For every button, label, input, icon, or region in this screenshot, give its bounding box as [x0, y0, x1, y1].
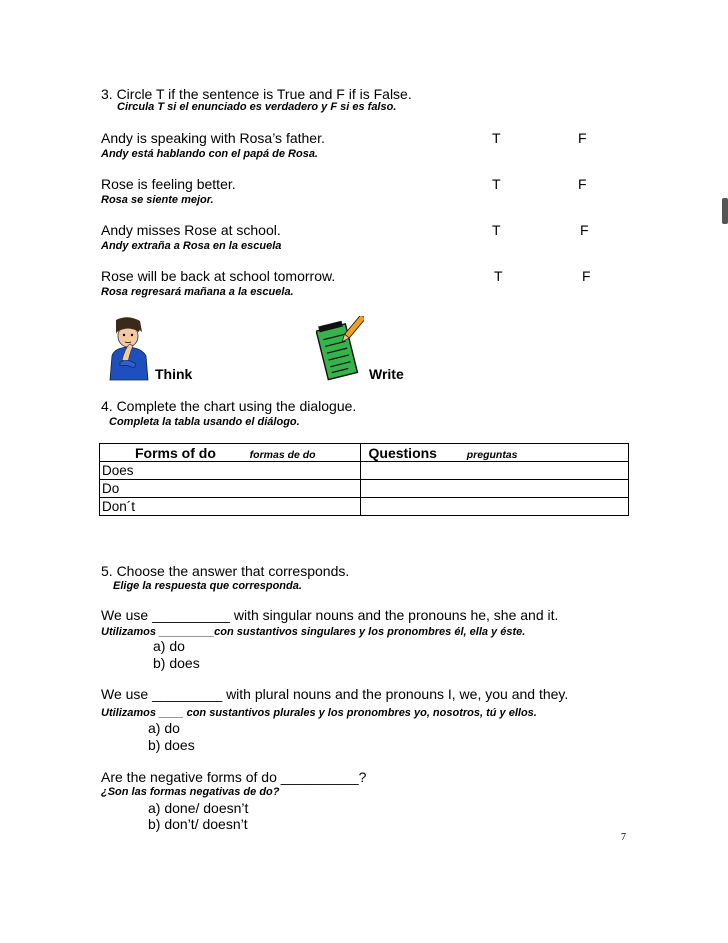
page-number: 7	[621, 832, 626, 843]
q3-item-2-false[interactable]: F	[578, 176, 587, 192]
q3-item-1-es: Andy está hablando con el papá de Rosa.	[101, 148, 318, 160]
q5-question-1-option-a[interactable]: a) do	[153, 638, 185, 654]
q3-item-4-es: Rosa regresará mañana a la escuela.	[101, 286, 294, 298]
table-cell-form: Do	[100, 480, 361, 498]
q4-title: 4. Complete the chart using the dialogue.	[101, 398, 357, 414]
table-cell-form: Does	[100, 462, 361, 480]
q5-question-2-en: We use _________ with plural nouns and the pronouns I, we, you and they.	[101, 686, 569, 702]
thinking-boy-icon	[106, 316, 152, 382]
q4-subtitle: Completa la tabla usando el diálogo.	[109, 416, 300, 428]
q5-question-3-option-a[interactable]: a) done/ doesn’t	[148, 800, 249, 816]
q5-question-1-en: We use __________ with singular nouns and the pronouns he, she and it.	[101, 607, 559, 623]
col-forms-es-label: formas de do	[249, 448, 316, 461]
table-row	[100, 498, 629, 516]
q3-item-2-es: Rosa se siente mejor.	[101, 194, 214, 206]
table-header-row	[100, 444, 629, 462]
q3-item-1-false[interactable]: F	[578, 130, 587, 146]
q3-item-3-true[interactable]: T	[492, 222, 501, 238]
table-cell-question[interactable]	[360, 462, 629, 480]
q5-title: 5. Choose the answer that corresponds.	[101, 563, 350, 579]
q3-subtitle: Circula T si el enunciado es verdadero y F si es falso.	[117, 101, 397, 113]
q5-question-3-en: Are the negative forms of do __________?	[101, 769, 367, 785]
table-cell-form: Don´t	[100, 498, 361, 516]
q3-item-3-false[interactable]: F	[580, 222, 589, 238]
col-questions-label: Questions	[368, 444, 437, 461]
table-header-questions	[360, 444, 629, 462]
q3-item-1-en: Andy is speaking with Rosa’s father.	[101, 130, 325, 146]
q3-item-4-true[interactable]: T	[494, 268, 503, 284]
q5-question-1-option-b[interactable]: b) does	[153, 655, 200, 671]
q3-title: 3. Circle T if the sentence is True and F if is False.	[101, 86, 412, 102]
think-label: Think	[155, 366, 193, 382]
table-row	[100, 480, 629, 498]
q3-item-3-en: Andy misses Rose at school.	[101, 222, 281, 238]
q5-subtitle: Elige la respuesta que corresponda.	[113, 580, 302, 592]
q5-question-2-es: Utilizamos ____ con sustantivos plurales y los pronombres yo, nosotros, tú y ellos.	[101, 707, 537, 719]
table-row	[100, 462, 629, 480]
write-label: Write	[369, 366, 404, 382]
q3-item-4-en: Rose will be back at school tomorrow.	[101, 268, 336, 284]
table-cell-question[interactable]	[360, 480, 629, 498]
col-questions-es-label: preguntas	[466, 448, 518, 461]
table-header-forms	[100, 444, 361, 462]
q3-item-2-en: Rose is feeling better.	[101, 176, 236, 192]
q5-question-3-es: ¿Son las formas negativas de do?	[101, 786, 280, 798]
q3-item-1-true[interactable]: T	[492, 130, 501, 146]
q3-item-4-false[interactable]: F	[582, 268, 591, 284]
q3-item-3-es: Andy extraña a Rosa en la escuela	[101, 240, 282, 252]
table-cell-question[interactable]	[360, 498, 629, 516]
q5-question-1-es: Utilizamos _________con sustantivos singulares y los pronombres él, ella y éste.	[101, 626, 526, 638]
forms-of-do-table	[99, 443, 629, 516]
q3-item-2-true[interactable]: T	[492, 176, 501, 192]
q5-question-3-option-b[interactable]: b) don’t/ doesn’t	[148, 816, 248, 832]
col-forms-label: Forms of do	[135, 444, 216, 461]
page-edge-marker	[722, 198, 728, 224]
q5-question-2-option-a[interactable]: a) do	[148, 720, 180, 736]
notepad-pencil-icon	[316, 316, 364, 384]
q5-question-2-option-b[interactable]: b) does	[148, 737, 195, 753]
